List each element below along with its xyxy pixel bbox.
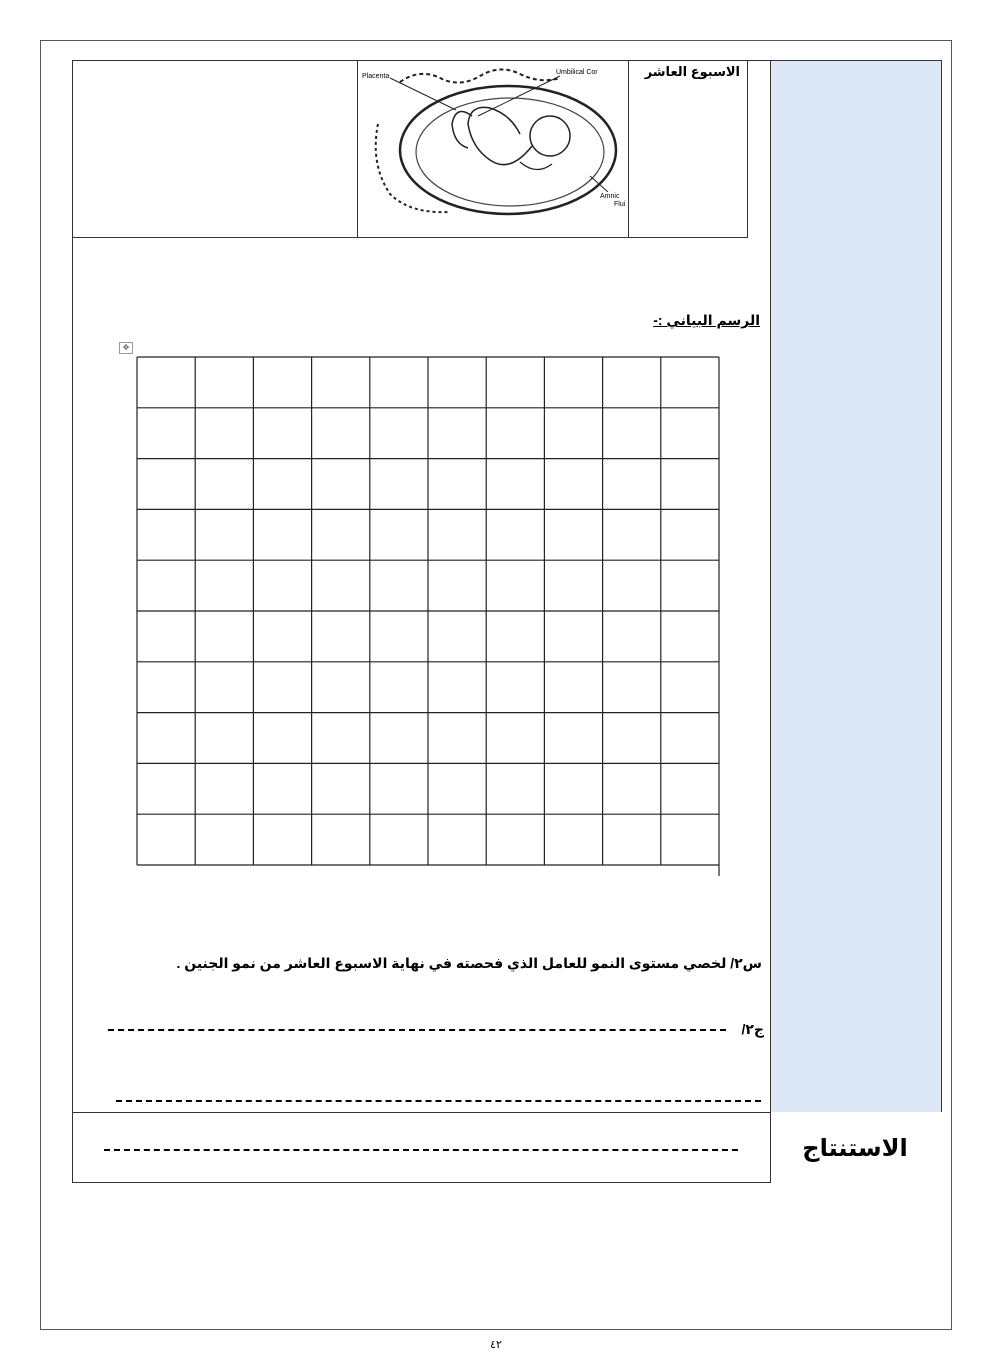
graph-grid bbox=[136, 356, 718, 864]
table-move-handle[interactable]: ✥ bbox=[119, 342, 133, 354]
answer-label: ج٢/ bbox=[741, 1021, 764, 1037]
umbilical-label: Umbilical Cor bbox=[556, 69, 598, 76]
conclusion-line[interactable] bbox=[104, 1149, 738, 1151]
embryo-illustration bbox=[360, 64, 636, 234]
graph-grid-lines bbox=[136, 356, 720, 876]
answer-line[interactable] bbox=[108, 1029, 726, 1031]
fluid-label: Flui bbox=[614, 201, 626, 208]
placenta-label: Placenta bbox=[362, 73, 390, 80]
conclusion-label: الاستنتاج bbox=[802, 1135, 908, 1162]
page-number: ٤٢ bbox=[490, 1339, 502, 1351]
graph-title: الرسم البياني :- bbox=[653, 312, 760, 328]
question-2: س٢/ لخصي مستوى النمو للعامل الذي فحصته في نهاية الاسبوع العاشر من نمو الجنين . bbox=[176, 955, 762, 971]
week-label: الاسبوع العاشر bbox=[644, 64, 740, 79]
amniotic-label: Amnic bbox=[600, 193, 620, 200]
answer-line[interactable] bbox=[116, 1100, 761, 1102]
image-table-divider bbox=[357, 60, 358, 238]
